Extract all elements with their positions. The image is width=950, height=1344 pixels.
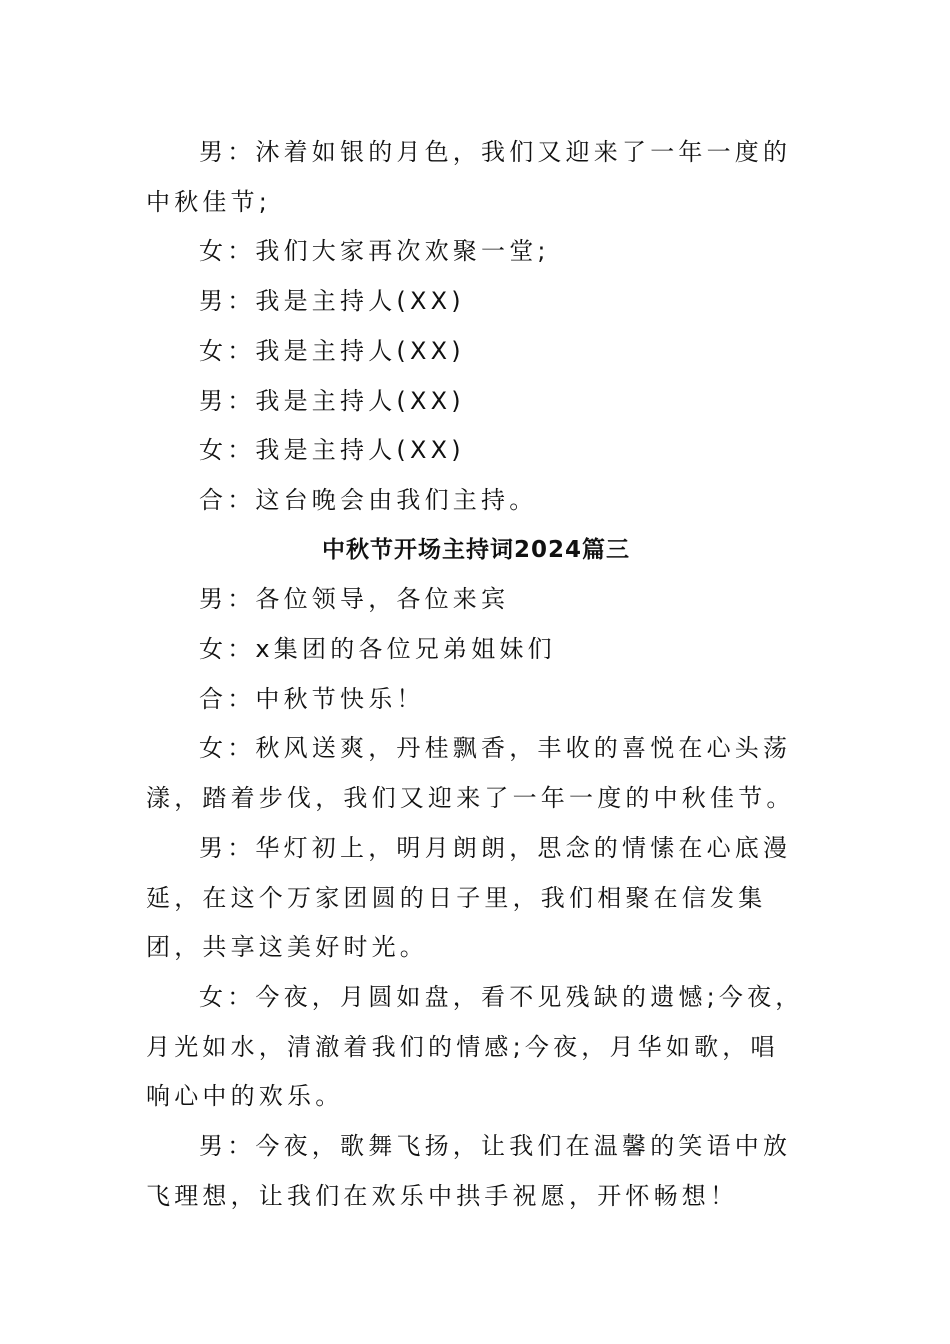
paragraph: 女：我是主持人(XX)	[199, 436, 465, 465]
paragraph: 男：各位领导，各位来宾	[199, 585, 510, 614]
paragraph: 女：我是主持人(XX)	[199, 336, 465, 365]
document-page	[146, 128, 806, 1221]
paragraph: 男：我是主持人(XX)	[199, 386, 465, 415]
paragraph: 男：今夜，歌舞飞扬，让我们在温馨的笑语中放飞理想，让我们在欢乐中拱手祝愿，开怀畅想！	[146, 1132, 792, 1210]
paragraph: 合：中秋节快乐！	[199, 684, 425, 713]
section-title: 中秋节开场主持词2024篇三	[321, 536, 630, 563]
paragraph: 合：这台晚会由我们主持。	[199, 485, 538, 514]
paragraph: 男：沐着如银的月色，我们又迎来了一年一度的中秋佳节;	[146, 138, 792, 216]
paragraph: 女：x集团的各位兄弟姐妹们	[199, 635, 556, 664]
paragraph: 男：我是主持人(XX)	[199, 287, 465, 316]
paragraph: 女：今夜，月圆如盘，看不见残缺的遗憾;今夜，月光如水，清澈着我们的情感;今夜，月华如歌，唱响心中的欢乐。	[146, 982, 804, 1111]
paragraph: 女：我们大家再次欢聚一堂;	[199, 237, 550, 266]
paragraph: 女：秋风送爽，丹桂飘香，丰收的喜悦在心头荡漾，踏着步伐，我们又迎来了一年一度的中秋佳节。	[146, 734, 795, 813]
paragraph: 男：华灯初上，明月朗朗，思念的情愫在心底漫延，在这个万家团圆的日子里，我们相聚在信发集团，共享这美好时光。	[146, 833, 792, 962]
